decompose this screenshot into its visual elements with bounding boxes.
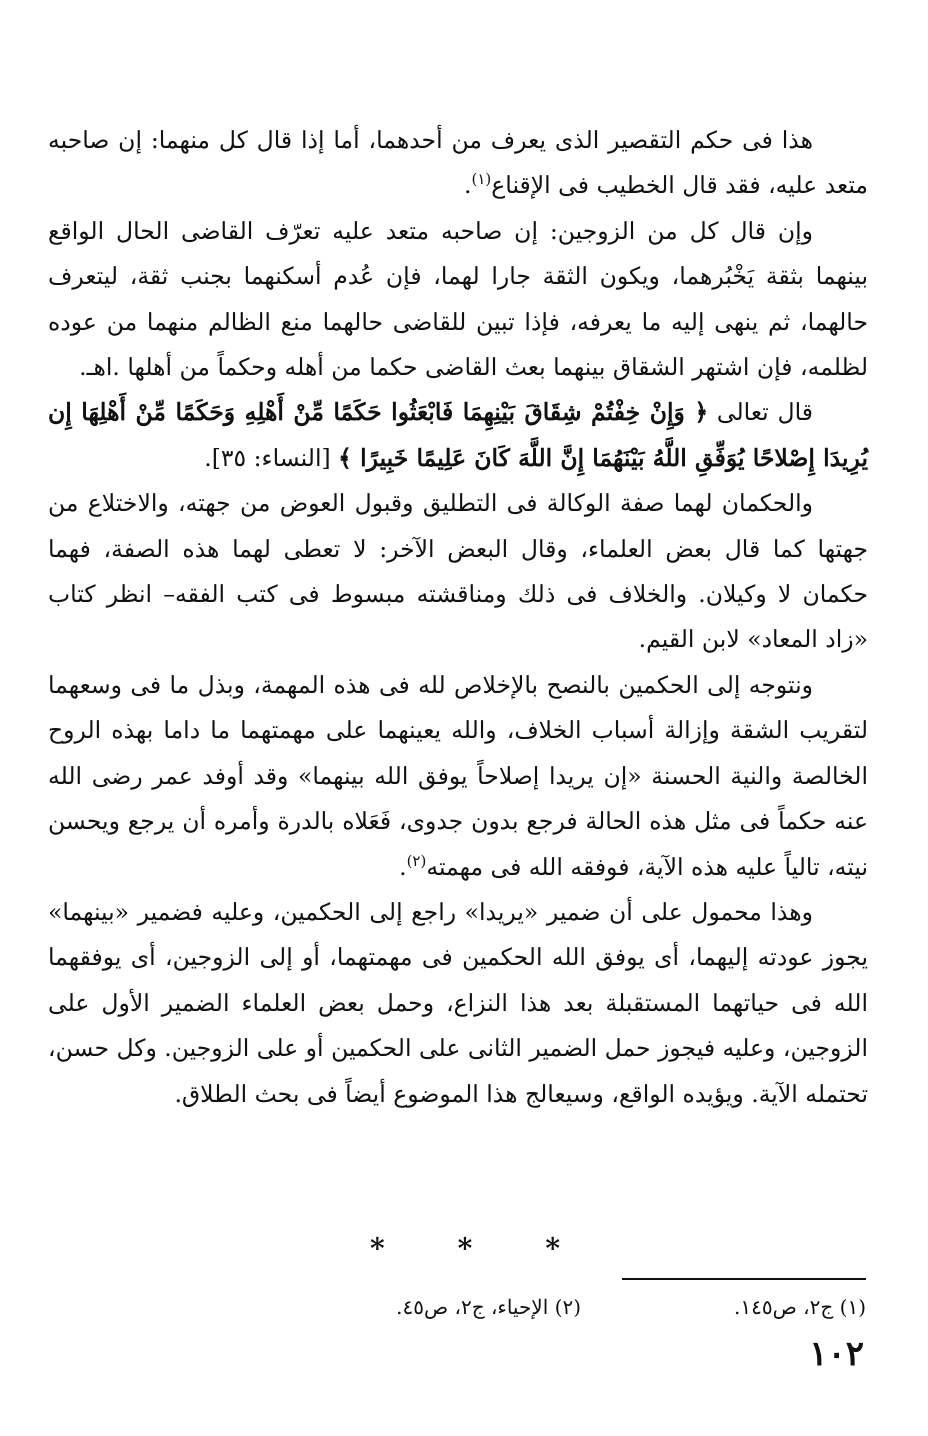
footnotes bbox=[290, 1292, 866, 1322]
page-number: ١٠٢ bbox=[809, 1334, 864, 1374]
paragraph-5-text: ونتوجه إلى الحكمين بالنصح بالإخلاص لله فى هذه المهمة، وبذل ما فى وسعهما لتقريب الشقة وإزالة أسباب الخلاف، والله يعينهما على مهمتهما ما داما بهذه الروح الخالصة والنية الحسنة «إن يريدا إصلاحاً يوفق الله بينهما» وقد أوفد عمر رضى الله عنه حكماً فى مثل هذه الحالة فرجع بدون جدوى، فَعَلاه بالدرة وأمره أن يرجع ويحسن نيته، تالياً عليه هذه الآية، فوفقه الله فى مهمته bbox=[48, 670, 868, 881]
paragraph-4 bbox=[48, 481, 868, 663]
verse-citation: [النساء: ٣٥]. bbox=[204, 443, 331, 472]
paragraph-2-text: وإن قال كل من الزوجين: إن صاحبه متعد عليه تعرّف القاضى الحال الواقع بينهما بثقة يَخْبُرهما، ويكون الثقة جارا لهما، فإن عُدم أسكنهما بجنب ثقة، ليتعرف حالهما، ثم ينهى إليه ما يعرفه، فإذا تبين للقاضى حالهما منع الظالم منهما من عوده لظلمه، فإن اشتهر الشقاق بينهما بعث القاضى حكما من أهله وحكماً من أهلها .اهـ. bbox=[48, 216, 868, 382]
separator-asterisk: * bbox=[457, 1232, 473, 1265]
separator-asterisk: * bbox=[545, 1232, 560, 1265]
separator-asterisk: * bbox=[370, 1232, 385, 1265]
paragraph-5-end: . bbox=[399, 852, 407, 881]
footnote-ref-1: (١) bbox=[471, 170, 492, 189]
quran-verse: ﴿ وَإِنْ خِفْتُمْ شِقَاقَ بَيْنِهِمَا فَابْعَثُوا حَكَمًا مِّنْ أَهْلِهِ وَحَكَمًا مِّنْ أَهْلِهَا إِن يُرِيدَا إِصْلاحًا يُوَفِّقِ اللَّهُ بَيْنَهُمَا إِنَّ اللَّهَ كَانَ عَلِيمًا خَبِيرًا ﴾ bbox=[48, 398, 868, 472]
footnote-1: (١) ج٢، ص١٤٥. bbox=[734, 1295, 866, 1319]
paragraph-3 bbox=[48, 390, 868, 481]
footnote-2: (٢) الإحياء، ج٢، ص٤٥. bbox=[396, 1295, 581, 1319]
paragraph-4-text: والحكمان لهما صفة الوكالة فى التطليق وقبول العوض من جهته، والاختلاع من جهتها كما قال بعض العلماء، وقال البعض الآخر: لا تعطى لهما هذه الصفة، فهما حكمان لا وكيلان. والخلاف فى ذلك ومناقشته مبسوط فى كتب الفقه– انظر كتاب «زاد المعاد» لابن القيم. bbox=[48, 489, 868, 654]
verse-intro: قال تعالى bbox=[716, 398, 813, 427]
paragraph-1-end: . bbox=[464, 171, 472, 200]
footnote-ref-2: (٢) bbox=[406, 851, 427, 870]
main-text bbox=[48, 118, 868, 1117]
paragraph-6 bbox=[48, 890, 868, 1117]
paragraph-2 bbox=[48, 209, 868, 391]
section-separator bbox=[370, 1232, 560, 1265]
paragraph-1-text: هذا فى حكم التقصير الذى يعرف من أحدهما، أما إذا قال كل منهما: إن صاحبه متعد عليه، فقد قال الخطيب فى الإقناع bbox=[48, 126, 868, 200]
footnote-divider bbox=[622, 1278, 866, 1280]
paragraph-5 bbox=[48, 663, 868, 890]
paragraph-6-text: وهذا محمول على أن ضمير «يريدا» راجع إلى الحكمين، وعليه فضمير «بينهما» يجوز عودته إليهما، أى يوفق الله الحكمين فى مهمتهما، أو إلى الزوجين، أى يوفقهما الله فى حياتهما المستقبلة بعد هذا النزاع، وحمل بعض العلماء الضمير الأول على الزوجين، وعليه فيجوز حمل الضمير الثانى على الحكمين أو على الزوجين. وكل حسن، تحتمله الآية. ويؤيده الواقع، وسيعالج هذا الموضوع أيضاً فى بحث الطلاق. bbox=[48, 897, 868, 1108]
paragraph-1 bbox=[48, 118, 868, 209]
